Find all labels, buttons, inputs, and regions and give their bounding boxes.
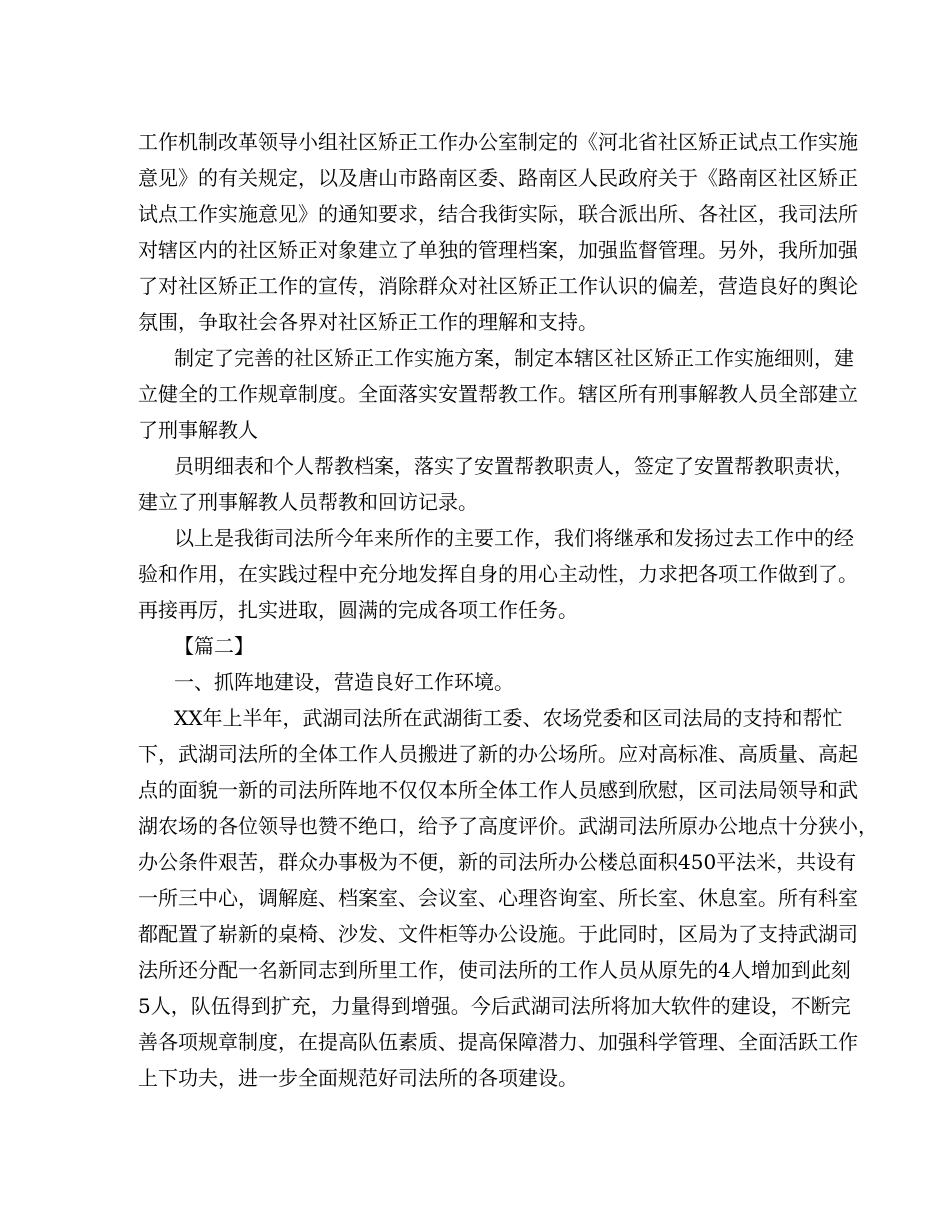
text-line: 下，武湖司法所的全体工作人员搬进了新的办公场所。应对高标准、高质量、高起	[138, 742, 858, 766]
text-line: 以上是我街司法所今年来所作的主要工作，我们将继承和发扬过去工作中的经	[174, 526, 854, 550]
text-line: 建立了刑事解教人员帮教和回访记录。	[138, 490, 478, 514]
document-body	[138, 124, 878, 1096]
section-heading: 【篇二】	[174, 634, 254, 658]
text-line: 5人，队伍得到扩充，力量得到增强。今后武湖司法所将加大软件的建设，不断完	[138, 994, 851, 1018]
subheading: 一、抓阵地建设，营造良好工作环境。	[174, 670, 514, 694]
text-line: 制定了完善的社区矫正工作实施方案，制定本辖区社区矫正工作实施细则，建	[174, 346, 854, 370]
paragraph	[138, 448, 854, 520]
text-line: 都配置了崭新的桌椅、沙发、文件柜等办公设施。于此同时，区局为了支持武湖司	[138, 922, 858, 946]
text-line: 点的面貌一新的司法所阵地不仅仅本所全体工作人员感到欣慰，区司法局领导和武	[138, 778, 858, 802]
text-line: 上下功夫，进一步全面规范好司法所的各项建设。	[138, 1066, 578, 1090]
text-line: 善各项规章制度，在提高队伍素质、提高保障潜力、加强科学管理、全面活跃工作	[138, 1030, 858, 1054]
text-line: 再接再厉，扎实进取，圆满的完成各项工作任务。	[138, 598, 578, 622]
text-line: 验和作用，在实践过程中充分地发挥自身的用心主动性，力求把各项工作做到了。	[138, 562, 858, 586]
text-line: 试点工作实施意见》的通知要求，结合我街实际，联合派出所、各社区，我司法所	[138, 202, 858, 226]
paragraph	[138, 124, 858, 340]
text-line: 办公条件艰苦，群众办事极为不便，新的司法所办公楼总面积450平法米，共设有	[138, 850, 857, 874]
text-line: XX年上半年，武湖司法所在武湖街工委、农场党委和区司法局的支持和帮忙	[174, 706, 843, 730]
text-line: 氛围，争取社会各界对社区矫正工作的理解和支持。	[138, 310, 598, 334]
text-line: 对辖区内的社区矫正对象建立了单独的管理档案，加强监督管理。另外，我所加强	[138, 238, 858, 262]
text-line: 一所三中心，调解庭、档案室、会议室、心理咨询室、所长室、休息室。所有科室	[138, 886, 858, 910]
text-line: 湖农场的各位领导也赞不绝口，给予了高度评价。武湖司法所原办公地点十分狭小，	[138, 814, 878, 838]
text-line: 法所还分配一名新同志到所里工作，使司法所的工作人员从原先的4人增加到此刻	[138, 958, 851, 982]
text-line: 员明细表和个人帮教档案，落实了安置帮教职责人，签定了安置帮教职责状，	[174, 454, 854, 478]
paragraph	[138, 700, 878, 1096]
paragraph	[138, 340, 858, 448]
text-line: 了刑事解教人	[138, 418, 258, 442]
text-line: 立健全的工作规章制度。全面落实安置帮教工作。辖区所有刑事解教人员全部建立	[138, 382, 858, 406]
text-line: 意见》的有关规定，以及唐山市路南区委、路南区人民政府关于《路南区社区矫正	[138, 166, 858, 190]
text-line: 工作机制改革领导小组社区矫正工作办公室制定的《河北省社区矫正试点工作实施	[138, 130, 858, 154]
text-line: 了对社区矫正工作的宣传，消除群众对社区矫正工作认识的偏差，营造良好的舆论	[138, 274, 858, 298]
paragraph	[138, 520, 858, 628]
